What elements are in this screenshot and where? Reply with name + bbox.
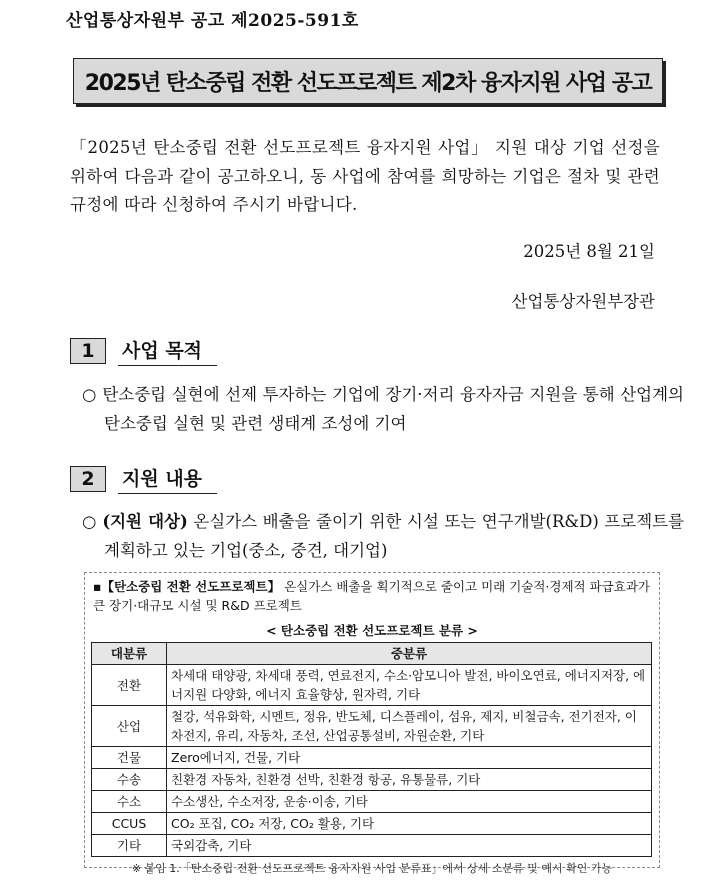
bullet-label: (지원 대상)	[102, 512, 188, 531]
table-caption: < 탄소중립 전환 선도프로젝트 분류 >	[266, 623, 478, 638]
sub-categories: 친환경 자동차, 친환경 선박, 친환경 항공, 유통물류, 기타	[167, 769, 652, 791]
table-row	[92, 791, 652, 813]
major-category: 건물	[92, 747, 167, 769]
table-row	[92, 835, 652, 857]
table-header-row	[92, 643, 652, 665]
sub-categories: 차세대 태양광, 차세대 풍력, 연료전지, 수소·암모니아 발전, 바이오연료, 에너지저장, 에너지원 다양화, 에너지 효율향상, 원자력, 기타	[167, 665, 652, 706]
section-number: 1	[70, 338, 106, 364]
issuer: 산업통상자원부장관	[511, 292, 655, 311]
bullet-text: 온실가스 배출을 줄이기 위한 시설 또는 연구개발(R&D) 프로젝트를 계획하고 있는 기업(중소, 중견, 대기업)	[104, 512, 685, 560]
purpose-bullet: ○ 탄소중립 실현에 선제 투자하는 기업에 장기·저리 융자자금 지원을 통해 산업계의 탄소중립 실현 및 관련 생태계 조성에 기여	[82, 385, 684, 433]
box-lead-label: ▪【탄소중립 전환 선도프로젝트】	[93, 579, 281, 594]
table-row	[92, 813, 652, 835]
sub-categories: CO₂ 포집, CO₂ 저장, CO₂ 활용, 기타	[167, 813, 652, 835]
sub-categories: 국외감축, 기타	[167, 835, 652, 857]
document-title: 2025년 탄소중립 전환 선도프로젝트 제2차 융자지원 사업 공고	[73, 58, 663, 104]
column-header: 중분류	[167, 643, 652, 665]
announcement-number: 산업통상자원부 공고 제2025-591호	[66, 11, 359, 31]
table-note: ※ 붙임 1.「탄소중립 전환 선도프로젝트 융자지원 사업 분류표」에서 상세 소분류 및 예시 확인 가능	[131, 862, 613, 875]
bullet-mark: ○	[82, 512, 97, 531]
table-row	[92, 665, 652, 706]
project-definition-box	[84, 572, 660, 875]
sub-categories: 수소생산, 수소저장, 운송·이송, 기타	[167, 791, 652, 813]
major-category: 수소	[92, 791, 167, 813]
intro-paragraph: 「2025년 탄소중립 전환 선도프로젝트 융자지원 사업」 지원 대상 기업 선정을 위하여 다음과 같이 공고하오니, 동 사업에 참여를 희망하는 기업은 절차 및 관련 규정에 따라 신청하여 주시기 바랍니다.	[70, 138, 660, 214]
section-2-heading	[70, 464, 217, 494]
section-1-heading	[70, 336, 217, 366]
section-number: 2	[70, 466, 106, 492]
sub-categories: 철강, 석유화학, 시멘트, 정유, 반도체, 디스플레이, 섬유, 제지, 비철금속, 전기전자, 이차전지, 유리, 자동차, 조선, 산업공통설비, 자원순환, 기타	[167, 706, 652, 747]
box-lead	[93, 577, 653, 615]
announcement-date: 2025년 8월 21일	[523, 242, 655, 261]
table-row	[92, 706, 652, 747]
table-row	[92, 769, 652, 791]
major-category: 수송	[92, 769, 167, 791]
sub-categories: Zero에너지, 건물, 기타	[167, 747, 652, 769]
major-category: 전환	[92, 665, 167, 706]
table-row	[92, 747, 652, 769]
major-category: 산업	[92, 706, 167, 747]
box-lead-text: 온실가스 배출을 획기적으로 줄이고 미래 기술적·경제적 파급효과가 큰 장기·대규모 시설 및 R&D 프로젝트	[93, 579, 650, 613]
section-title: 사업 목적	[118, 336, 217, 366]
section-title: 지원 내용	[118, 464, 217, 494]
classification-table	[91, 642, 652, 857]
support-target-bullet	[82, 507, 684, 565]
major-category: 기타	[92, 835, 167, 857]
major-category: CCUS	[92, 813, 167, 835]
column-header: 대분류	[92, 643, 167, 665]
